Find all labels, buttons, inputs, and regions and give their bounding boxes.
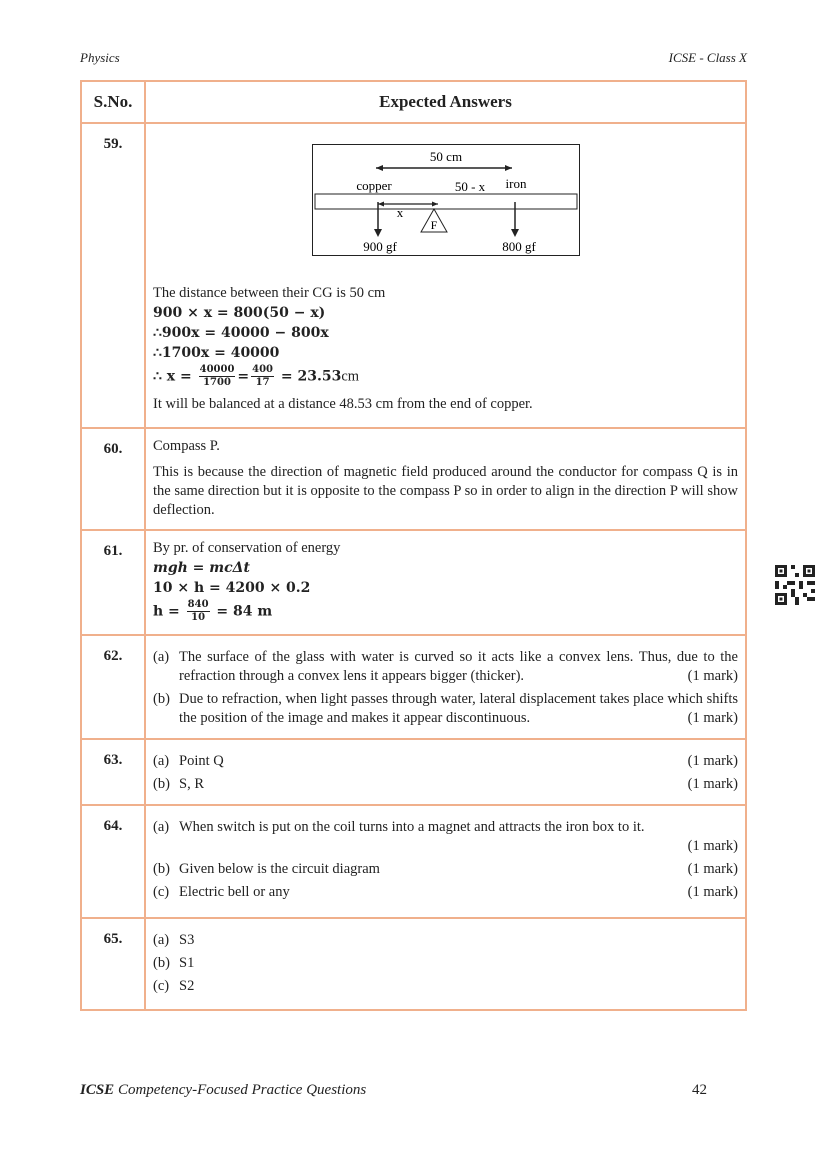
sub-answer [153,977,738,996]
answer-cell [145,530,746,635]
mid-distance-label: 50 - x [454,179,485,194]
q61-eq1: mgh = mcΔt [153,560,250,576]
length-label: 50 cm [429,149,462,164]
sub-body: Point Q [179,753,224,769]
question-number: 64. [81,805,145,918]
sub-label: (b) [153,955,170,971]
header-class: ICSE - Class X [668,50,747,65]
denominator: 1700 [203,377,231,388]
mark-label: (1 mark) [687,838,738,854]
mark-label: (1 mark) [687,776,738,792]
q59-eq3: ∴1700x = 40000 [153,345,280,361]
sub-answer [153,690,738,728]
sub-answer [153,648,738,686]
q59-eq4: ∴ x = $\frac{40000}{1700}$ = $\frac{400}{17}$ = 23.53cm [153,364,360,388]
numerator: 840 [187,599,209,610]
eq4-unit: cm [341,368,360,385]
sub-label: (a) [153,649,170,665]
answers-table [80,80,747,1011]
answer-cell [145,739,746,805]
fraction [187,599,210,624]
question-number: 61. [81,530,145,635]
col-sno-header: S.No. [81,81,145,123]
rod [315,194,577,209]
fraction [199,364,236,389]
numerator: 40000 [199,364,235,375]
mark-label: (1 mark) [687,710,738,726]
answer-cell [145,918,746,1010]
lever-diagram [312,144,580,256]
sub-label: (b) [153,861,170,877]
numerator: 400 [252,364,274,375]
sub-text [179,690,738,728]
q60-answer: Compass P. [153,438,220,454]
answer-cell [145,428,746,530]
question-number: 63. [81,739,145,805]
sub-answer [153,752,738,771]
col-answers-header: Expected Answers [145,81,746,123]
table-row [81,805,746,918]
sub-body: S, R [179,776,204,792]
answer-cell [145,805,746,918]
question-number: 65. [81,918,145,1010]
table-row [81,635,746,739]
table-row [81,739,746,805]
fraction [251,364,274,389]
q59-eq2: ∴900x = 40000 − 800x [153,325,329,341]
footer-title-rest: Competency-Focused Practice Questions [114,1082,367,1098]
q60-explanation: This is because the direction of magnetic field produced around the conductor for compass Q is in the same direction but it is opposite to the compass P so in order to align in the direction P will show deflection. [153,464,738,518]
footer-title-bold: ICSE [80,1082,115,1098]
answer-cell [145,123,746,428]
denominator: 17 [255,377,270,388]
sub-label: (a) [153,753,170,769]
qr-code-icon[interactable] [775,565,815,605]
sub-body: Given below is the circuit diagram [179,861,380,877]
iron-label: iron [505,176,526,191]
mark-label: (1 mark) [687,884,738,900]
sub-answer [153,860,738,879]
q61-eq2: 10 × h = 4200 × 0.2 [153,580,311,596]
q59-conclusion: It will be balanced at a distance 48.53 cm from the end of copper. [153,396,533,412]
eq4-result: = 23.53 [280,368,342,385]
sub-answer [153,954,738,973]
mark-label: (1 mark) [687,753,738,769]
sub-label: (c) [153,978,170,994]
table-header-row [81,81,746,123]
table-row [81,918,746,1010]
sub-label: (a) [153,819,170,835]
question-number: 62. [81,635,145,739]
header-subject: Physics [80,50,120,65]
table-row [81,428,746,530]
eq3-result: = 84 m [216,603,273,620]
mark-label: (1 mark) [687,861,738,877]
sub-label: (b) [153,776,170,792]
sub-answer [153,931,738,950]
copper-label: copper [355,178,392,193]
question-number: 59. [81,123,145,428]
sub-answer [153,775,738,794]
footer-title [80,1082,366,1099]
sub-body: S1 [179,955,195,971]
sub-answer [153,883,738,902]
answer-cell [145,635,746,739]
right-weight-label: 800 gf [501,239,536,254]
sub-label: (b) [153,691,170,707]
q61-eq3 [153,599,738,624]
q59-eq1: 900 × x = 800(50 − x) [153,305,326,321]
sub-body: Due to refraction, when light passes through water, lateral displacement takes place which shifts the position of the image and makes it appear discontinuous. [179,691,738,726]
eq3-prefix: h = [153,603,180,620]
table-row [81,123,746,428]
sub-text [179,648,738,686]
sub-body: When switch is put on the coil turns into a magnet and attracts the iron box to it. [179,819,645,835]
left-weight-label: 900 gf [362,239,397,254]
fulcrum-label: F [430,218,437,232]
sub-body: S2 [179,978,195,994]
sub-body: S3 [179,932,195,948]
sub-label: (c) [153,884,170,900]
mark-label: (1 mark) [687,668,738,684]
sub-text [179,818,738,856]
q59-intro: The distance between their CG is 50 cm [153,285,386,301]
table-row [81,530,746,635]
eq4-prefix: ∴ x = [153,368,192,385]
sub-answer [153,818,738,856]
sub-body: Electric bell or any [179,884,290,900]
sub-label: (a) [153,932,170,948]
denominator: 10 [191,612,206,623]
page-number: 42 [692,1082,707,1098]
question-number: 60. [81,428,145,530]
x-label: x [396,205,403,220]
sub-body: The surface of the glass with water is curved so it acts like a convex lens. Thus, due to the refraction through a convex lens it appears bigger (thicker). [179,649,738,684]
q61-intro: By pr. of conservation of energy [153,540,341,556]
